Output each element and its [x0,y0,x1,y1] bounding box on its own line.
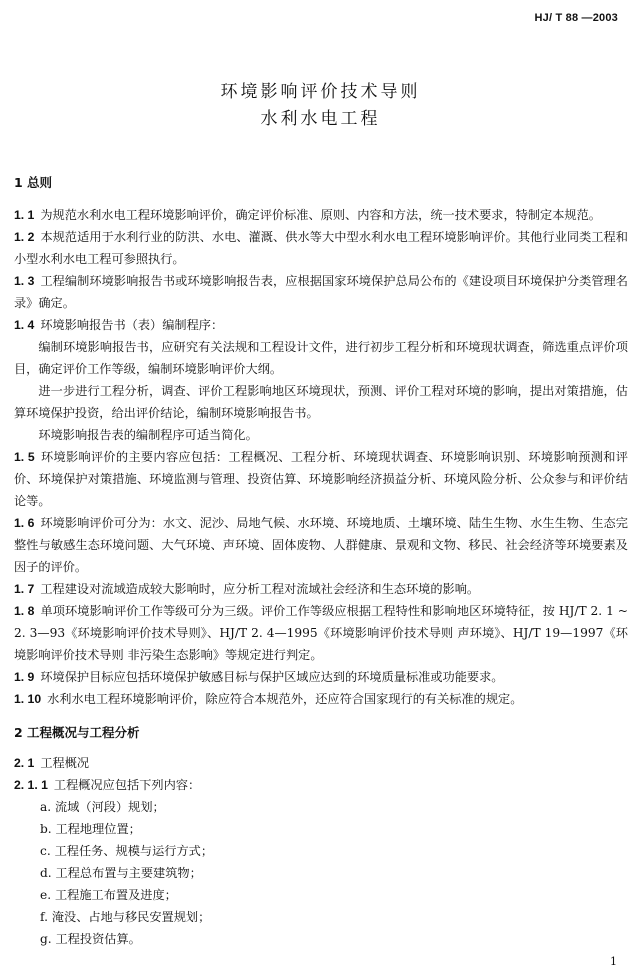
clause-text: 为规范水利水电工程环境影响评价，确定评价标准、原则、内容和方法，统一技术要求，特制定本规范。 [40,208,601,222]
clause-1-2 [14,226,628,270]
list-item: g. 工程投资估算。 [40,932,141,946]
clause-number: 1. 2 [14,230,35,244]
clause-1-1 [14,204,628,226]
clause-number: 1. 6 [14,516,35,530]
clause-1-5 [14,446,628,512]
clause-text: 单项环境影响评价工作等级可分为三级。评价工作等级应根据工程特性和影响地区环境特征，按 HJ/T 2. 1 ~ 2. 3—93《环境影响评价技术导则》、HJ/T 2. 4—1995《环境影响评价技术导则 声环境》、HJ/T 19—1997《环境影响评价技术导则 非污染生态影响》等规定进行判定。 [14,604,628,662]
clause-1-4-para-3: 环境影响报告表的编制程序可适当简化。 [38,428,258,442]
clause-number: 1. 4 [14,318,35,332]
clause-1-10 [14,688,628,710]
clause-text: 环境影响报告书（表）编制程序： [40,318,224,332]
clause-text: 本规范适用于水利行业的防洪、水电、灌溉、供水等大中型水利水电工程环境影响评价。其他行业同类工程和小型水利水电工程可参照执行。 [14,230,628,266]
clause-2-1 [14,752,628,774]
document-subtitle: 水利水电工程 [260,109,381,129]
clause-text: 工程建设对流域造成较大影响时，应分析工程对流域社会经济和生态环境的影响。 [40,582,480,596]
clause-number: 1. 3 [14,274,35,288]
clause-text: 环境保护目标应包括环境保护敏感目标与保护区域应达到的环境质量标准或功能要求。 [40,670,504,684]
list-item: e. 工程施工布置及进度； [40,888,177,902]
clause-text: 工程概况 [40,756,90,770]
clause-text: 环境影响评价可分为：水文、泥沙、局地气候、水环境、环境地质、土壤环境、陆生生物、水生生物、生态完整性与敏感生态环境问题、大气环境、声环境、固体废物、人群健康、景观和文物、移民、社会经济等环境要素及因子的评价。 [14,516,628,574]
list-item: a. 流域（河段）规划； [40,800,165,814]
list-item: f. 淹没、占地与移民安置规划； [40,910,211,924]
clause-1-3 [14,270,628,314]
page-number: 1 [610,955,617,968]
clause-number: 2. 1. 1 [14,778,48,792]
section-1-heading: 1 总则 [14,175,53,190]
clause-text: 水利水电工程环境影响评价，除应符合本规范外，还应符合国家现行的有关标准的规定。 [47,692,523,706]
clause-text: 工程概况应包括下列内容： [53,778,201,792]
document-title: 环境影响评价技术导则 [220,82,421,102]
clause-number: 1. 8 [14,604,35,618]
clause-number: 1. 1 [14,208,35,222]
list-item: d. 工程总布置与主要建筑物； [40,866,202,880]
clause-1-4 [14,314,628,336]
clause-number: 1. 5 [14,450,35,464]
document-body [14,172,628,950]
list-item: b. 工程地理位置； [40,822,141,836]
standard-number: HJ/ T 88 —2003 [534,12,618,24]
clause-1-8 [14,600,628,666]
clause-2-1-1 [14,774,628,796]
clause-number: 1. 9 [14,670,35,684]
clause-number: 2. 1 [14,756,35,770]
clause-1-4-para-1: 编制环境影响报告书，应研究有关法规和工程设计文件，进行初步工程分析和环境现状调查，筛选重点评价项目，确定评价工作等级，编制环境影响评价大纲。 [14,340,628,376]
clause-number: 1. 10 [14,692,42,706]
clause-text: 工程编制环境影响报告书或环境影响报告表，应根据国家环境保护总局公布的《建设项目环境保护分类管理名录》确定。 [14,274,628,310]
list-item: c. 工程任务、规模与运行方式； [40,844,214,858]
section-2-heading: 2 工程概况与工程分析 [14,725,140,740]
clause-1-9 [14,666,628,688]
clause-1-7 [14,578,628,600]
clause-text: 环境影响评价的主要内容应包括：工程概况、工程分析、环境现状调查、环境影响识别、环境影响预测和评价、环境保护对策措施、环境监测与管理、投资估算、环境影响经济损益分析、环境风险分析、公众参与和评价结论等。 [14,450,628,508]
clause-1-6 [14,512,628,578]
clause-1-4-para-2: 进一步进行工程分析，调查、评价工程影响地区环境现状，预测、评价工程对环境的影响，提出对策措施，估算环境保护投资，给出评价结论，编制环境影响报告书。 [14,384,628,420]
clause-number: 1. 7 [14,582,35,596]
